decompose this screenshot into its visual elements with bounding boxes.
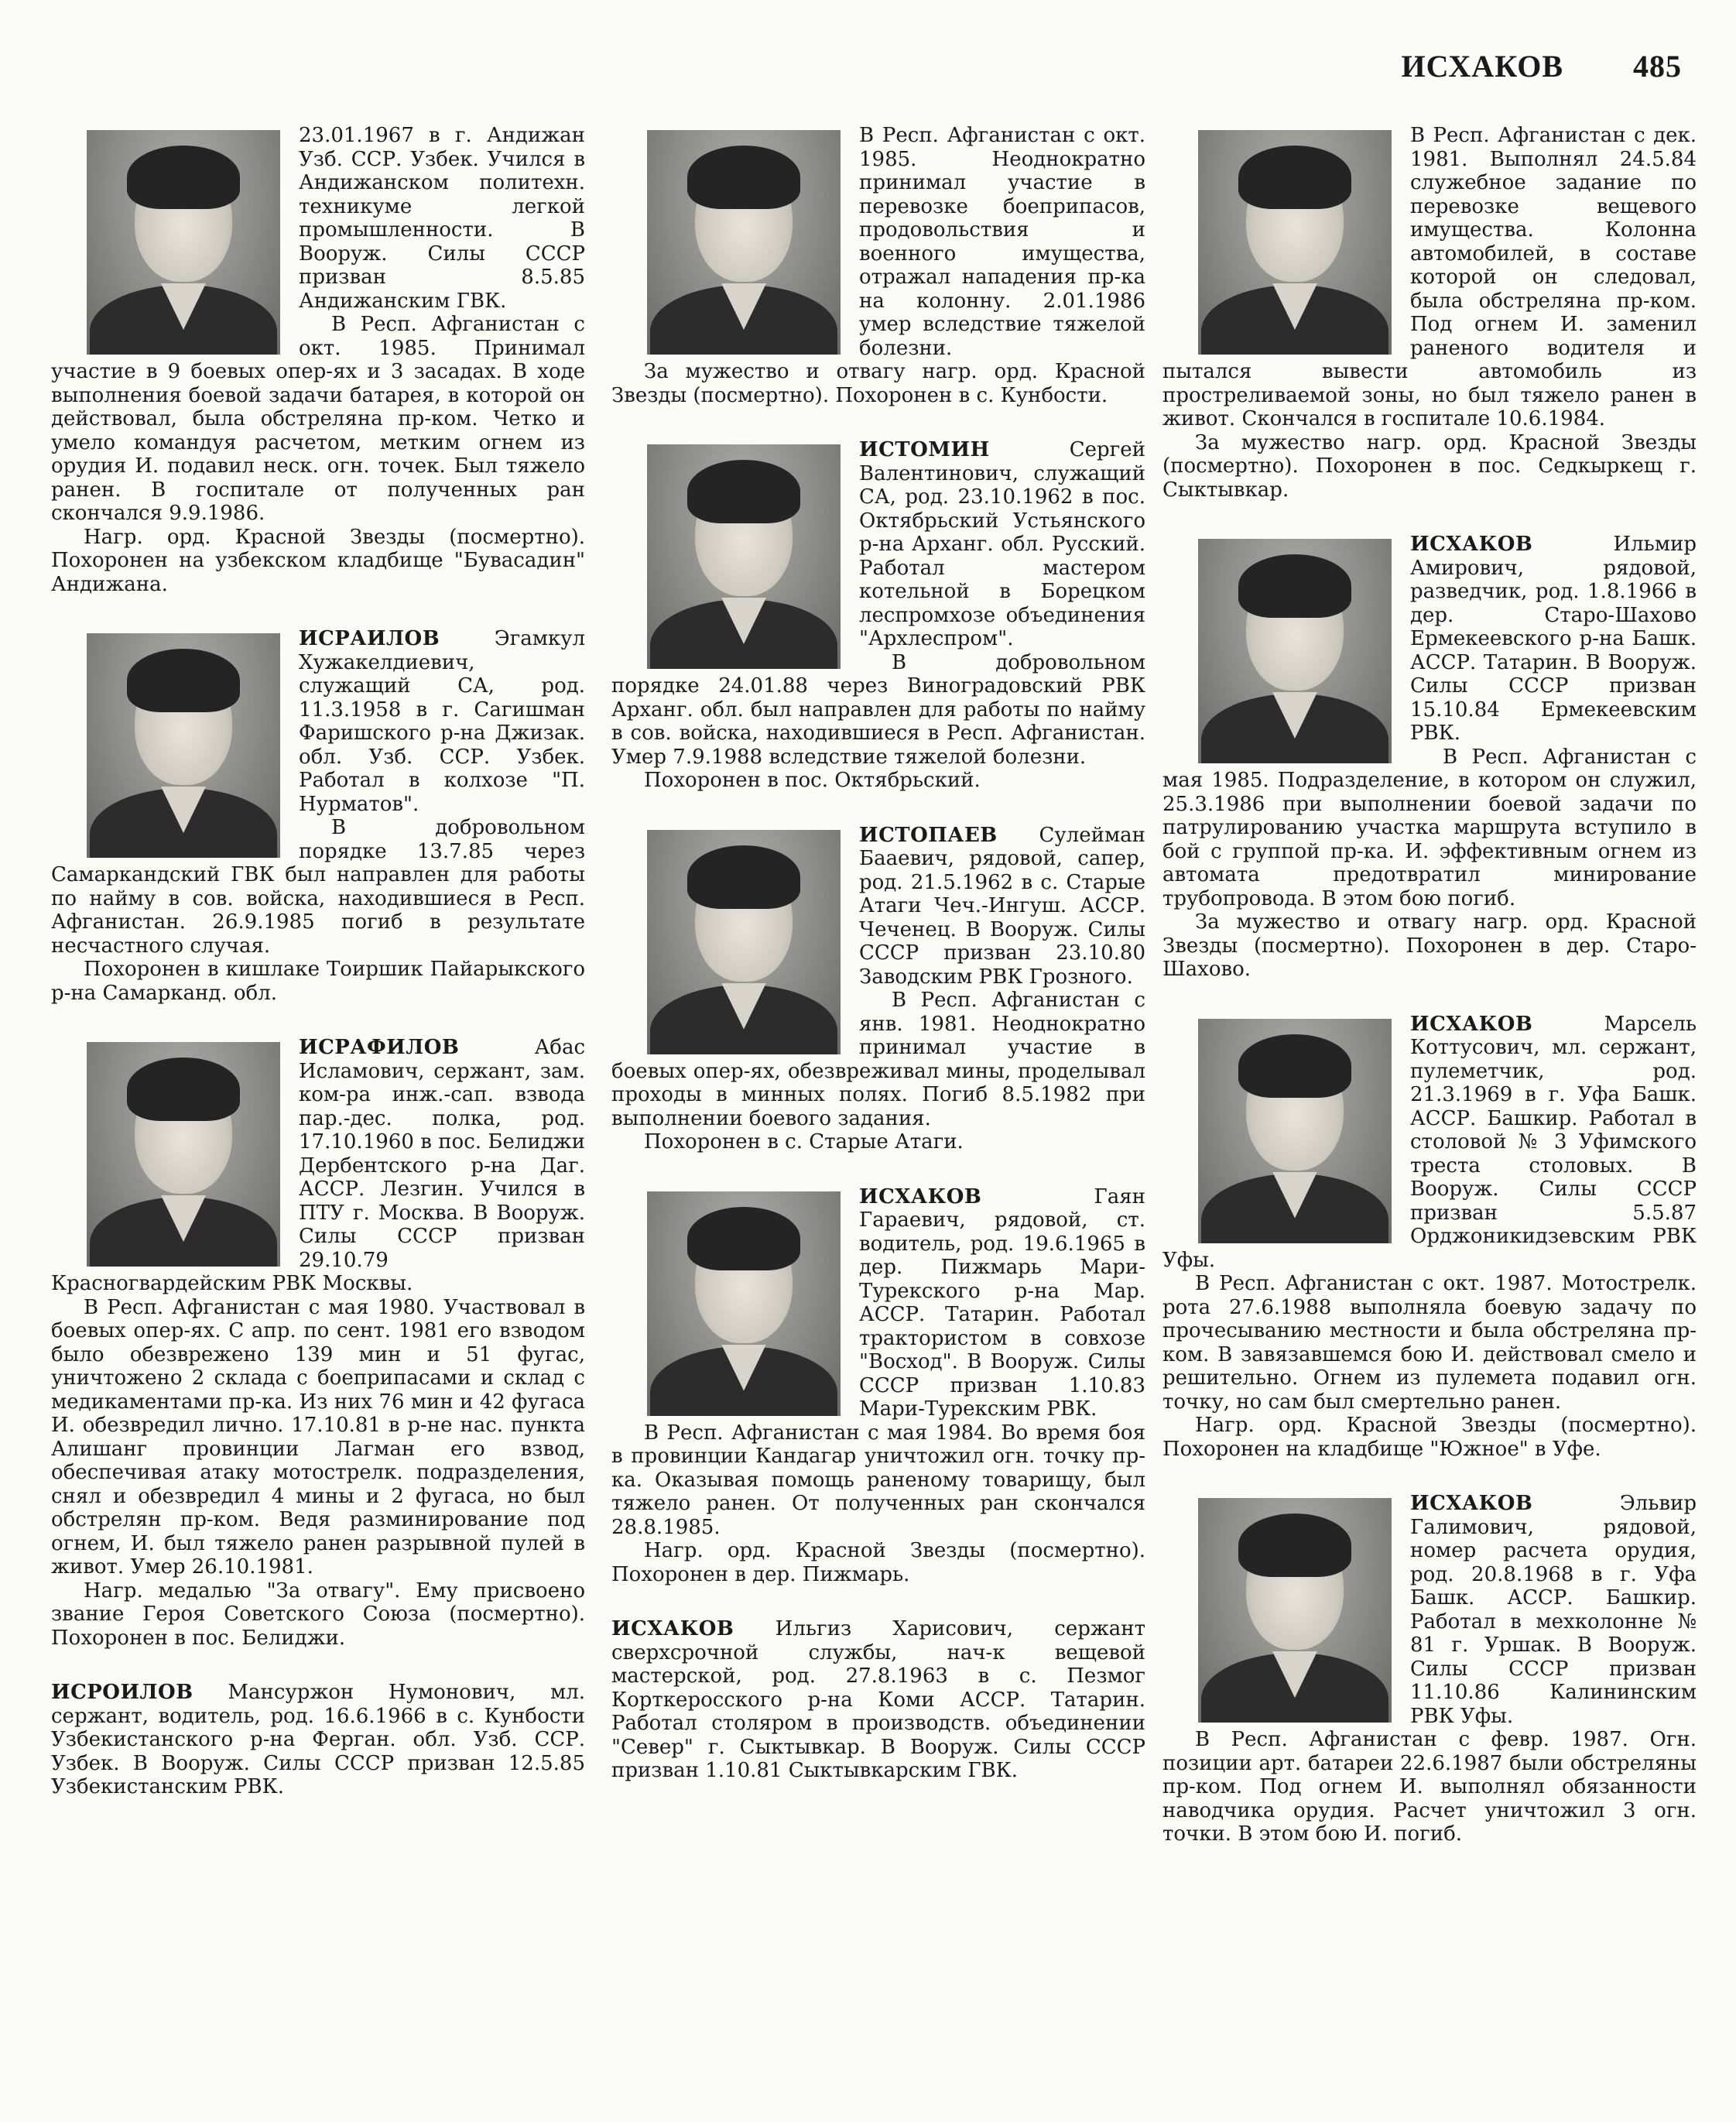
portrait-photo [647,130,841,355]
entry-text: В Респ. Афганистан с мая 1985. Подразделение, в котором он служил, 25.3.1986 при выполнении боевой задачи по патрулированию участка маршрута вступило в бой с группой пр-ка. И. эффективным огнем из автомата предотвратил минирование трубопровода. В этом бою погиб. [1162,745,1697,910]
running-header [54,48,1682,84]
entry-text: Абас Исламович, сержант, зам. ком-ра инж.-сап. взвода пар.-дес. полка, род. 17.10.1960 в пос. Белиджи Дербентского р-на Даг. АССР. Лезгин. Учился в ПТУ г. Москва. В Вооруж. Силы СССР призван 29.10.79 Красногвардейским РВК Москвы. [51,1036,585,1295]
entry-surname: ИСХАКОВ [1410,1012,1533,1036]
entry-surname: ИСХАКОВ [1410,533,1533,556]
portrait-hair [687,460,800,523]
biography-entry [1162,1013,1697,1462]
entry-text: Нагр. медалью "За отвагу". Ему присвоено звание Героя Советского Союза (посмертно). Похоронен в пос. Белиджи. [51,1579,585,1650]
entry-surname: ИСХАКОВ [859,1184,982,1208]
entry-text: В Респ. Афганистан с мая 1984. Во время боя в провинции Кандагар уничтожил огн. точку пр-ка. Оказывая помощь раненому товарищу, был тяжело ранен. От полученных ран скончался 28.8.1985. [611,1421,1145,1539]
entry-surname: ИСХАКОВ [1410,1492,1533,1515]
entry-text: В Респ. Афганистан с мая 1980. Участвовал в боевых опер-ях. С апр. по сент. 1981 его взводом было обезврежено 139 мин и 51 фугас, уничтожено 2 склада с боеприпасами и склад с медикаментами пр-ка. Из них 76 мин и 42 фугаса И. обезвредил лично. 17.10.81 в р-не нас. пункта Алишанг провинции Лагман его взвод, обеспечивая атаку мотострелк. подразделения, снял и обезвредил 4 мины и 2 фугаса, но был обстрелян пр-ком. Ведя разминирование под огнем, И. был тяжело ранен разрывной пулей в живот. Умер 26.10.1981. [51,1295,585,1579]
portrait-hair [1238,1034,1351,1098]
biography-entry [611,1185,1145,1587]
portrait-hair [1238,554,1351,618]
portrait-hair [127,146,240,209]
portrait-photo [1198,539,1392,763]
entry-text: Нагр. орд. Красной Звезды (посмертно). Похоронен на узбекском кладбище "Бувасадин" Андижана. [51,525,585,596]
entry-paragraph [1162,1272,1697,1414]
entry-paragraph [611,1130,1145,1154]
entry-text: В Респ. Афганистан с окт. 1985. Неоднократно принимал участие в перевозке боеприпасов, продовольствия и военного имущества, отражал нападения пр-ка на колонну. 2.01.1986 умер вследствие тяжелой болезни. [859,124,1145,360]
entry-paragraph [1162,1728,1697,1846]
entry-surname: ИСХАКОВ [611,1617,734,1640]
entry-paragraph [611,1539,1145,1586]
biography-entry [1162,533,1697,982]
entry-paragraph [51,1296,585,1579]
portrait-photo [87,130,280,355]
column-3 [1162,124,1697,1877]
biography-entry [1162,124,1697,502]
column-1 [51,124,585,1830]
entry-text: В Респ. Афганистан с февр. 1987. Огн. позиции арт. батареи 22.6.1987 были обстреляны пр-ком. Под огнем И. выполнял обязанности наводчика орудия. Расчет уничтожил 3 огн. точки. В этом бою И. погиб. [1162,1728,1697,1846]
entry-surname: ИСРАИЛОВ [299,627,440,650]
page-number: 485 [1633,49,1682,84]
biography-entry [51,124,585,596]
entry-text: Похоронен в с. Старые Атаги. [644,1130,964,1154]
portrait-hair [687,146,800,209]
entry-text: 23.01.1967 в г. Андижан Узб. ССР. Узбек. Учился в Андижанском политехн. техникуме легкой промышленности. В Вооруж. Силы СССР призван 8.5.85 Андижанским ГВК. [299,124,585,313]
entry-surname: ИСРОИЛОВ [51,1681,193,1704]
header-surname: ИСХАКОВ [1401,49,1563,84]
entry-paragraph [611,1617,1145,1783]
column-2 [611,124,1145,1814]
entry-text: За мужество и отвагу нагр. орд. Красной Звезды (посмертно). Похоронен в дер. Старо-Шахово. [1162,910,1697,981]
portrait-hair [687,1207,800,1270]
entry-paragraph [51,1681,585,1799]
entry-text: Ильмир Амирович, рядовой, разведчик, род. 1.8.1966 в дер. Старо-Шахово Ермекеевского р-на Башк. АССР. Татарин. В Вооруж. Силы СССР призван 15.10.84 Ермекеевским РВК. [1410,533,1697,745]
entry-text: Нагр. орд. Красной Звезды (посмертно). Похоронен в дер. Пижмарь. [611,1539,1145,1586]
portrait-photo [647,444,841,669]
entry-text: В Респ. Афганистан с окт. 1985. Принимал участие в 9 боевых опер-ях и 3 засадах. В ходе выполнения боевой задачи батарея, в которой он действовал, была обстреляна пр-ком. Четко и умело командуя расчетом, метким огнем из орудия И. подавил неск. огн. точек. Был тяжело ранен. В госпитале от полученных ран скончался 9.9.1986. [51,313,585,525]
entry-text: Гаян Гараевич, рядовой, ст. водитель, род. 19.6.1965 в дер. Пижмарь Мари-Турекского р-на Мар. АССР. Татарин. Работал трактористом в совхозе "Восход". В Вооруж. Силы СССР призван 1.10.83 Мари-Турекским РВК. [859,1184,1145,1421]
portrait-hair [127,1058,240,1121]
entry-text: Похоронен в кишлаке Тоиршик Пайарыкского р-на Самарканд. обл. [51,958,585,1005]
entry-text: Мансуржон Нумонович, мл. сержант, водитель, род. 16.6.1966 в с. Кунбости Узбекистанского р-на Ферган. обл. Узб. ССР. Узбек. В Вооруж. Силы СССР призван 12.5.85 Узбекистанским РВК. [51,1681,585,1798]
portrait-photo [1198,130,1392,355]
entry-text: В Респ. Афганистан с янв. 1981. Неоднократно принимал участие в боевых опер-ях, обезвреживал мины, проделывал проходы в минных полях. Погиб 8.5.1982 при выполнении боевого задания. [611,989,1145,1130]
entry-paragraph [1162,910,1697,982]
biography-entry [1162,1492,1697,1846]
entry-surname: ИСРАФИЛОВ [299,1036,460,1059]
entry-text: Сергей Валентинович, служащий СА, род. 23.10.1962 в пос. Октябрьский Устьянского р-на Арханг. обл. Русский. Работал мастером котельной в Борецком леспромхозе объединения "Архлеспром". [859,438,1145,650]
biography-entry [51,1036,585,1650]
portrait-hair [127,649,240,712]
portrait-photo [87,1042,280,1267]
entry-text: Марсель Коттусович, мл. сержант, пулеметчик, род. 21.3.1969 в г. Уфа Башк. АССР. Башкир. Работал в столовой № 3 Уфимского треста столовых. В Вооруж. Силы СССР призван 5.5.87 Орджоникидзевским РВК Уфы. [1162,1012,1697,1272]
portrait-photo [1198,1019,1392,1243]
entry-paragraph [611,360,1145,407]
entry-text: В добровольном порядке 13.7.85 через Самаркандский ГВК был направлен для работы по найму в сов. войска, находившиеся в Респ. Афганистан. 26.9.1985 погиб в результате несчастного случая. [51,816,585,958]
entry-text: Эльвир Галимович, рядовой, номер расчета орудия, род. 20.8.1968 в г. Уфа Башк. АССР. Башкир. Работал в мехколонне № 81 г. Уршак. В Вооруж. Силы СССР призван 11.10.86 Калининским РВК Уфы. [1410,1492,1697,1728]
portrait-hair [1238,1514,1351,1577]
entry-text: Сулейман Бааевич, рядовой, сапер, род. 21.5.1962 в с. Старые Атаги Чеч.-Ингуш. АССР. Чеченец. В Вооруж. Силы СССР призван 23.10.80 Заводским РВК Грозного. [859,823,1145,989]
portrait-hair [1238,146,1351,209]
portrait-photo [647,1191,841,1416]
entry-surname: ИСТОПАЕВ [859,823,998,847]
entry-paragraph [1162,431,1697,502]
entry-paragraph [611,1421,1145,1540]
entry-surname: ИСТОМИН [859,438,990,461]
entry-text: В Респ. Афганистан с окт. 1987. Мотострелк. рота 27.6.1988 выполняла боевую задачу по прочесыванию местности и была обстреляна пр-ком. В завязавшемся бою И. действовал смело и решительно. Огнем из пулемета подавил огн. точку, но сам был смертельно ранен. [1162,1272,1697,1414]
portrait-photo [87,633,280,858]
biography-entry [611,1617,1145,1783]
entry-text: За мужество нагр. орд. Красной Звезды (посмертно). Похоронен в пос. Седкыркещ г. Сыктывкар. [1162,430,1697,502]
entry-paragraph [51,526,585,597]
entry-paragraph [1162,746,1697,911]
entry-text: Эгамкул Хужакелдиевич, служащий СА, род. 11.3.1958 в г. Сагишман Фаришского р-на Джизак. обл. Узб. ССР. Узбек. Работал в колхозе "П. Нурматов". [299,627,585,816]
biography-entry [51,1681,585,1799]
portrait-photo [647,830,841,1054]
entry-text: В Респ. Афганистан с дек. 1981. Выполнял 24.5.84 служебное задание по перевозке вещевого имущества. Колонна автомобилей, в составе которой он следовал, была обстреляна пр-ком. Под огнем И. заменил раненого водителя и пытался вывести автомобиль из простреливаемой зоны, но был тяжело ранен в живот. Скончался в госпитале 10.6.1984. [1162,124,1697,430]
biography-entry [611,124,1145,407]
biography-entry [611,824,1145,1154]
entry-paragraph [611,769,1145,793]
portrait-photo [1198,1498,1392,1723]
entry-paragraph [1162,1414,1697,1461]
biography-entry [51,627,585,1005]
entry-text: Нагр. орд. Красной Звезды (посмертно). Похоронен на кладбище "Южное" в Уфе. [1162,1414,1697,1461]
entry-text: За мужество и отвагу нагр. орд. Красной Звезды (посмертно). Похоронен в с. Кунбости. [611,360,1145,407]
entry-text: Ильгиз Харисович, сержант сверхсрочной службы, нач-к вещевой мастерской, род. 27.8.1963 в с. Пезмог Корткеросского р-на Коми АССР. Татарин. Работал столяром в производств. объединении "Север" г. Сыктывкар. В Вооруж. Силы СССР призван 1.10.81 Сыктывкарским ГВК. [611,1617,1145,1782]
entry-paragraph [51,958,585,1005]
entry-paragraph [51,1579,585,1651]
portrait-hair [687,845,800,909]
biography-entry [611,438,1145,793]
entry-text: В добровольном порядке 24.01.88 через Виноградовский РВК Арханг. обл. был направлен для работы по найму в сов. войска, находившиеся в Респ. Афганистан. Умер 7.9.1988 вследствие тяжелой болезни. [611,650,1145,769]
entry-text: Похоронен в пос. Октябрьский. [644,769,981,792]
